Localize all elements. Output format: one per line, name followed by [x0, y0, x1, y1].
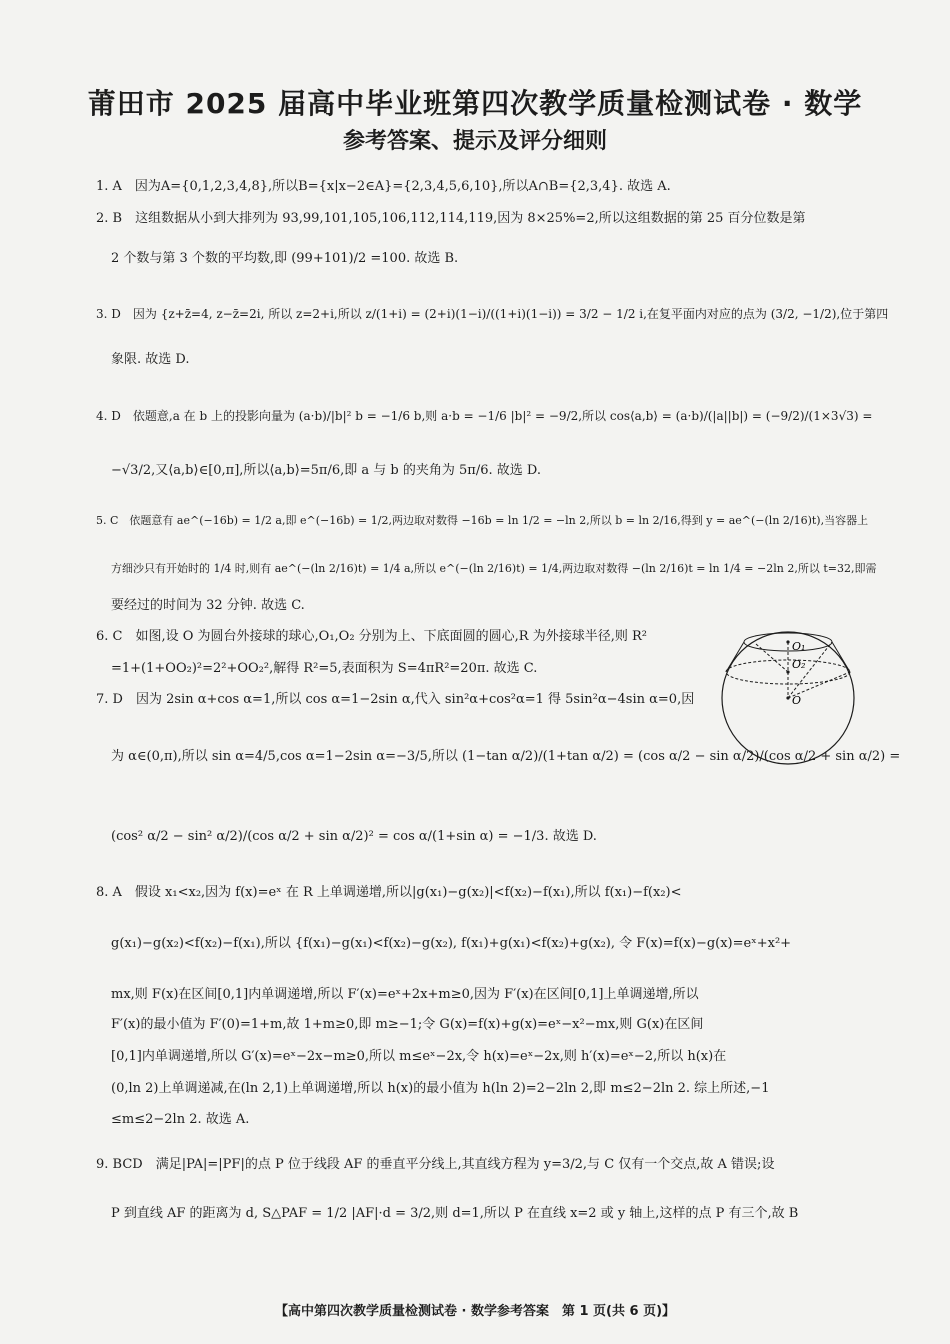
page-title: 莆田市 2025 届高中毕业班第四次教学质量检测试卷 · 数学	[87, 87, 863, 120]
answer-8-line-4: F′(x)的最小值为 F′(0)=1+m,故 1+m≥0,即 m≥−1;令 G(x)=f(x)+g(x)=eˣ−x²−mx,则 G(x)在区间	[111, 1017, 704, 1032]
label-o1: O₁	[792, 640, 806, 653]
answer-8-line-2: g(x₁)−g(x₂)<f(x₂)−f(x₁),所以 {f(x₁)−g(x₁)<f(x₂)−g(x₂), f(x₁)+g(x₁)<f(x₂)+g(x₂), 令 F(x)=f(x)−g(x)=eˣ+x²+	[111, 936, 792, 951]
sphere-frustum-figure	[716, 628, 866, 768]
answer-3-line-1: 3. D 因为 {z+z̄=4, z−z̄=2i, 所以 z=2+i,所以 z/(1+i) = (2+i)(1−i)/((1+i)(1−i)) = 3/2 − 1/2 i,在复平面内对应的点为 (3/2, −1/2),位于第四	[96, 307, 889, 321]
answer-8-line-6: (0,ln 2)上单调递减,在(ln 2,1)上单调递增,所以 h(x)的最小值为 h(ln 2)=2−2ln 2,即 m≤2−2ln 2. 综上所述,−1	[111, 1081, 770, 1096]
answer-6-line-1: 6. C 如图,设 O 为圆台外接球的球心,O₁,O₂ 分别为上、下底面圆的圆心,R 为外接球半径,则 R²	[96, 629, 647, 644]
answer-6-line-2: =1+(1+OO₂)²=2²+OO₂²,解得 R²=5,表面积为 S=4πR²=20π. 故选 C.	[111, 661, 538, 676]
label-o: O	[792, 694, 802, 707]
answer-8-line-1: 8. A 假设 x₁<x₂,因为 f(x)=eˣ 在 R 上单调递增,所以|g(x₁)−g(x₂)|<f(x₂)−f(x₁),所以 f(x₁)−f(x₂)<	[96, 885, 682, 900]
answer-8-line-7: ≤m≤2−2ln 2. 故选 A.	[111, 1112, 250, 1127]
answer-4-line-1: 4. D 依题意,a 在 b 上的投影向量为 (a·b)/|b|² b = −1/6 b,则 a·b = −1/6 |b|² = −9/2,所以 cos⟨a,b⟩ = (a·b)/(|a||b|) = (−9/2)/(1×3√3) =	[96, 409, 873, 423]
label-o2: O₂	[792, 658, 806, 671]
answer-2-line-1: 2. B 这组数据从小到大排列为 93,99,101,105,106,112,114,119,因为 8×25%=2,所以这组数据的第 25 百分位数是第	[96, 211, 806, 226]
point-o	[786, 696, 789, 699]
answer-5-line-1: 5. C 依题意有 ae^(−16b) = 1/2 a,即 e^(−16b) = 1/2,两边取对数得 −16b = ln 1/2 = −ln 2,所以 b = ln 2/16,得到 y = ae^(−(ln 2/16)t),当容器上	[96, 514, 869, 527]
page-footer: 【高中第四次教学质量检测试卷 · 数学参考答案 第 1 页(共 6 页)】	[274, 1304, 676, 1319]
answer-4-line-2: −√3/2,又⟨a,b⟩∈[0,π],所以⟨a,b⟩=5π/6,即 a 与 b 的夹角为 5π/6. 故选 D.	[111, 463, 541, 478]
answer-9-line-1: 9. BCD 满足|PA|=|PF|的点 P 位于线段 AF 的垂直平分线上,其直线方程为 y=3/2,与 C 仅有一个交点,故 A 错误;设	[96, 1157, 775, 1172]
answer-8-line-5: [0,1]内单调递增,所以 G′(x)=eˣ−2x−m≥0,所以 m≤eˣ−2x,令 h(x)=eˣ−2x,则 h′(x)=eˣ−2,所以 h(x)在	[111, 1049, 727, 1064]
page-subtitle: 参考答案、提示及评分细则	[342, 129, 607, 154]
answer-7-line-2: 为 α∈(0,π),所以 sin α=4/5,cos α=1−2sin α=−3/5,所以 (1−tan α/2)/(1+tan α/2) = (cos α/2 − sin α/2)/(cos α/2 + sin α/2) =	[111, 749, 901, 764]
point-o2	[786, 670, 789, 673]
answer-5-line-3: 要经过的时间为 32 分钟. 故选 C.	[111, 598, 305, 613]
frustum-left-edge	[726, 642, 744, 672]
answer-8-line-3: mx,则 F(x)在区间[0,1]内单调递增,所以 F′(x)=eˣ+2x+m≥0,因为 F′(x)在区间[0,1]上单调递增,所以	[111, 987, 699, 1002]
answer-3-line-2: 象限. 故选 D.	[111, 352, 190, 367]
point-o1	[786, 640, 789, 643]
answer-7-line-3: (cos² α/2 − sin² α/2)/(cos α/2 + sin α/2)² = cos α/(1+sin α) = −1/3. 故选 D.	[111, 829, 597, 844]
slant-line	[756, 644, 788, 672]
frustum-right-edge	[832, 642, 850, 672]
answer-9-line-2: P 到直线 AF 的距离为 d, S△PAF = 1/2 |AF|·d = 3/2,则 d=1,所以 P 在直线 x=2 或 y 轴上,这样的点 P 有三个,故 B	[111, 1206, 799, 1221]
answer-2-line-2: 2 个数与第 3 个数的平均数,即 (99+101)/2 =100. 故选 B.	[111, 251, 459, 266]
answer-7-line-1: 7. D 因为 2sin α+cos α=1,所以 cos α=1−2sin α,代入 sin²α+cos²α=1 得 5sin²α−4sin α=0,因	[96, 692, 695, 707]
answer-5-line-2: 方细沙只有开始时的 1/4 时,则有 ae^(−(ln 2/16)t) = 1/4 a,所以 e^(−(ln 2/16)t) = 1/4,两边取对数得 −(ln 2/16)t = ln 1/4 = −2ln 2,所以 t=32,即需	[111, 562, 877, 575]
answer-1-line-1: 1. A 因为A={0,1,2,3,4,8},所以B={x|x−2∈A}={2,3,4,5,6,10},所以A∩B={2,3,4}. 故选 A.	[96, 179, 671, 194]
